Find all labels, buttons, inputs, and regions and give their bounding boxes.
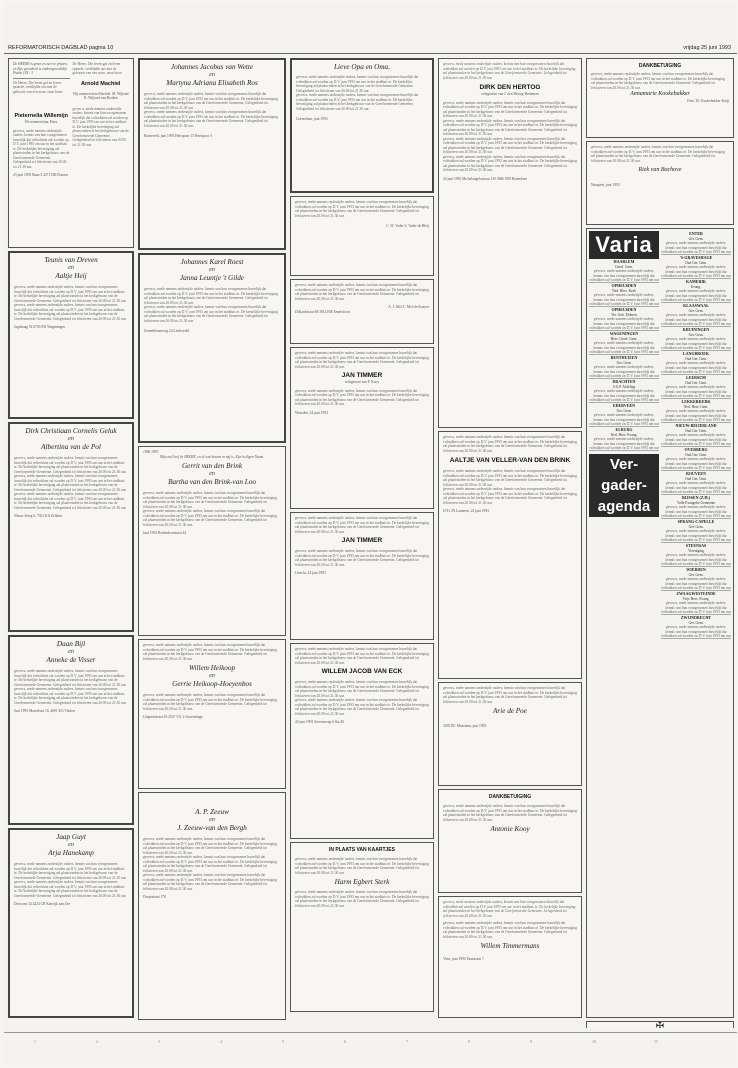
en-label: en bbox=[209, 72, 215, 78]
church-place: OPHEUSDEN bbox=[611, 307, 637, 312]
column-1 bbox=[8, 58, 134, 1028]
column-5 bbox=[586, 58, 734, 1028]
filler-text: geven u, mede namens onderzijde ouders, kennis van hun voorgenomen huwelijk dat voltrokken zal worden op D.V. juni 1993 om uur in het stadhuis te. De kerkelijke bevestiging zal plaatsvinden in het kerkgebouw van de Gereformeerde Gemeente. Gelegenheid tot feliciteren van 20.00 tot 21.30 uur. bbox=[72, 106, 129, 147]
child-name-2: Arnold Machiel bbox=[81, 80, 121, 87]
card-title: IN PLAATS VAN KAARTJES bbox=[329, 847, 395, 853]
notice-body: geven u, mede namens onderzijde ouders, kennis van hun voorgenomen huwelijk dat voltrokken zal worden op D.V. juni 1993 om uur in het stadhuis te. De kerkelijke bevestiging zal plaatsvinden in het kerkgebouw van de Gereformeerde Gemeente. Gelegenheid tot feliciteren van 20.00 tot 21.30 uur. bbox=[14, 303, 127, 321]
notice-body: geven u, mede namens onderzijde ouders, kennis van hun voorgenomen huwelijk dat voltrokken zal worden op D.V. juni 1993 om uur in het stadhuis te. De kerkelijke bevestiging zal plaatsvinden in het kerkgebouw van de Gereformeerde Gemeente. Gelegenheid tot feliciteren van 20.00 tot 21.30 uur. bbox=[14, 880, 127, 898]
notice-address: Juni 1993 Rodendoorstraat 42 bbox=[143, 531, 187, 535]
church-name: Oud Ger. Gem. bbox=[685, 356, 707, 361]
church-place: RIJSSEN (Z.H.) bbox=[682, 495, 710, 500]
notice-body: geven u, mede namens onderzijde ouders, kennis van hun voorgenomen huwelijk dat voltrokken zal worden op D.V. juni 1993 om uur in het stadhuis te. De kerkelijke bevestiging zal plaatsvinden in het kerkgebouw van de Gereformeerde Gemeente. Gelegenheid tot feliciteren van 20.00 tot 21.30 uur. bbox=[14, 456, 127, 474]
birth-notice-1 bbox=[8, 58, 134, 248]
church-list-left bbox=[589, 259, 659, 451]
filler-text: geven u, mede namens onderzijde ouders, kennis van hun voorgenomen huwelijk dat voltrokken zal worden op D.V. juni 1993 om uur in het stadhuis te. De kerkelijke bevestiging zal plaatsvinden in het kerkgebouw van de Gereformeerde Gemeente. Gelegenheid tot feliciteren van 20.00 tot 21.30 uur. bbox=[13, 128, 70, 169]
thanks-title: DANKBETUIGING bbox=[638, 63, 682, 69]
church-place: STEENSAS bbox=[685, 543, 707, 548]
church-name: Ned. Herv. Kerk bbox=[612, 288, 636, 293]
notice-body: geven u, mede namens onderzijde ouders, kennis van hun voorgenomen huwelijk dat voltrokken zal worden op D.V. juni 1993 om uur in het stadhuis te. De kerkelijke bevestiging zal plaatsvinden in het kerkgebouw van de Gereformeerde Gemeente. Gelegenheid tot feliciteren van 20.00 tot 21.30 uur. bbox=[443, 804, 577, 822]
notice-body: geven u, mede namens onderzijde ouders, kennis van hun voorgenomen huwelijk dat voltrokken zal worden op D.V. juni 1993 om uur in het stadhuis te. De kerkelijke bevestiging zal plaatsvinden in het kerkgebouw van de Gereformeerde Gemeente. Gelegenheid tot feliciteren van 20.00 tot 21.30 uur. bbox=[443, 921, 577, 939]
en-label: en bbox=[209, 267, 215, 273]
bride-name: Aaltje Heij bbox=[55, 272, 87, 280]
church-name: Ned. Herv. Evang. bbox=[610, 432, 638, 437]
church-name: S.G.P. Afdeling bbox=[612, 384, 636, 389]
church-entry bbox=[661, 351, 731, 375]
notice-body: geven u, mede namens onderzijde ouders, kennis van hun voorgenomen huwelijk dat voltrokken zal worden op D.V. juni 1993 om uur in het stadhuis te. De kerkelijke bevestiging zal plaatsvinden in het kerkgebouw van de Gereformeerde Gemeente. Gelegenheid tot feliciteren van 20.00 tot 21.30 uur. bbox=[295, 516, 429, 534]
en-label: en bbox=[68, 265, 74, 271]
church-entry bbox=[589, 355, 659, 379]
church-details: geven u, mede namens onderzijde ouders, kennis van hun voorgenomen huwelijk dat voltrokken zal worden op D.V. juni 1993 om uur bbox=[661, 385, 731, 397]
notice-address: 3295 BC Maasdam, juni 1993 bbox=[443, 724, 487, 728]
bride-name: J. Zeeuw-van den Bergh bbox=[177, 824, 247, 832]
death-notice-3 bbox=[290, 643, 434, 839]
church-details: geven u, mede namens onderzijde ouders, kennis van hun voorgenomen huwelijk dat voltrokken zal worden op D.V. juni 1993 om uur bbox=[589, 365, 659, 377]
church-entry bbox=[661, 231, 731, 255]
church-place: WIERDEN bbox=[686, 567, 706, 572]
church-details: geven u, mede namens onderzijde ouders, kennis van hun voorgenomen huwelijk dat voltrokken zal worden op D.V. juni 1993 om uur bbox=[661, 553, 731, 565]
notice-body: geven u, mede namens onderzijde ouders, kennis van hun voorgenomen huwelijk dat voltrokken zal worden op D.V. juni 1993 om uur in het stadhuis te. De kerkelijke bevestiging zal plaatsvinden in het kerkgebouw van de Gereformeerde Gemeente. Gelegenheid tot feliciteren van 20.00 tot 21.30 uur. bbox=[295, 200, 429, 218]
church-place: WAGENINGEN bbox=[609, 331, 639, 336]
church-entry bbox=[661, 567, 731, 591]
deceased-name: Antonie Kooy bbox=[490, 825, 530, 833]
notice-text: De Heere, Die leven gaf en leven spaarde, verblijdde ons met de geboorte van een zoon, onze broer bbox=[13, 80, 63, 94]
church-entry bbox=[661, 423, 731, 447]
footer-mark: 8 bbox=[468, 1039, 470, 1044]
church-place: ZWIJNDRECHT bbox=[680, 615, 712, 620]
church-entry bbox=[661, 591, 731, 615]
anniversary-notice-2 bbox=[138, 639, 286, 789]
church-name: Ger. Gem. bbox=[688, 620, 704, 625]
church-entry bbox=[661, 495, 731, 519]
vergader-banner-1: Ver- bbox=[589, 454, 659, 475]
notice-body: geven u, mede namens onderzijde ouders, kennis van hun voorgenomen huwelijk dat voltrokken zal worden op D.V. juni 1993 om uur in het stadhuis te. De kerkelijke bevestiging zal plaatsvinden in het kerkgebouw van de Gereformeerde Gemeente. Gelegenheid tot feliciteren van 20.00 tot 21.30 uur. bbox=[443, 487, 577, 505]
notice-body: geven u, mede namens onderzijde ouders, kennis van hun voorgenomen huwelijk dat voltrokken zal worden op D.V. juni 1993 om uur in het stadhuis te. De kerkelijke bevestiging zal plaatsvinden in het kerkgebouw van de Gereformeerde Gemeente. Gelegenheid tot feliciteren van 20.00 tot 21.30 uur. bbox=[443, 154, 577, 172]
footer-mark: 7 bbox=[406, 1039, 408, 1044]
notice-body: geven u, mede namens onderzijde ouders, kennis van hun voorgenomen huwelijk dat voltrokken zal worden op D.V. juni 1993 om uur in het stadhuis te. De kerkelijke bevestiging zal plaatsvinden in het kerkgebouw van de Gereformeerde Gemeente. Gelegenheid tot feliciteren van 20.00 tot 21.30 uur. bbox=[443, 100, 577, 118]
church-details: geven u, mede namens onderzijde ouders, kennis van hun voorgenomen huwelijk dat voltrokken zal worden op D.V. juni 1993 om uur bbox=[661, 481, 731, 493]
notice-body: geven u, mede namens onderzijde ouders, kennis van hun voorgenomen huwelijk dat voltrokken zal worden op D.V. juni 1993 om uur in het stadhuis te. De kerkelijke bevestiging zal plaatsvinden in het kerkgebouw van de Gereformeerde Gemeente. Gelegenheid tot feliciteren van 20.00 tot 21.30 uur. bbox=[143, 873, 277, 891]
church-name: Ger. Gem. bbox=[688, 332, 704, 337]
church-details: geven u, mede namens onderzijde ouders, kennis van hun voorgenomen huwelijk dat voltrokken zal worden op D.V. juni 1993 om uur bbox=[589, 317, 659, 329]
thanks-notice-4 bbox=[438, 896, 582, 1018]
bride-name: Gerrie Heikoop-Hoeyenbos bbox=[172, 680, 252, 688]
church-details: geven u, mede namens onderzijde ouders, kennis van hun voorgenomen huwelijk dat voltrokken zal worden op D.V. juni 1993 om uur bbox=[661, 313, 731, 325]
thanks-notice-6 bbox=[586, 141, 734, 225]
notice-body: geven u, mede namens onderzijde ouders, kennis van hun voorgenomen huwelijk dat voltrokken zal worden op D.V. juni 1993 om uur in het stadhuis te. De kerkelijke bevestiging zal plaatsvinden in het kerkgebouw van de Gereformeerde Gemeente. Gelegenheid tot feliciteren van 20.00 tot 21.30 uur. bbox=[295, 388, 429, 406]
church-details: geven u, mede namens onderzijde ouders, kennis van hun voorgenomen huwelijk dat voltrokken zal worden op D.V. juni 1993 om uur bbox=[589, 293, 659, 305]
church-name: Ger. Gem. bbox=[688, 572, 704, 577]
notice-address: Uitgeeststraat 18 2547 VG 's-Gravenhage bbox=[143, 715, 203, 719]
church-details: geven u, mede namens onderzijde ouders, kennis van hun voorgenomen huwelijk dat voltrokken zal worden op D.V. juni 1993 om uur bbox=[661, 601, 731, 613]
notice-body: geven u, mede namens onderzijde ouders, kennis van hun voorgenomen huwelijk dat voltrokken zal worden op D.V. juni 1993 om uur in het stadhuis te. De kerkelijke bevestiging zal plaatsvinden in het kerkgebouw van de Gereformeerde Gemeente. Gelegenheid tot feliciteren van 20.00 tot 21.30 uur. bbox=[14, 862, 127, 880]
notice-body: geven u, mede namens onderzijde ouders, kennis van hun voorgenomen huwelijk dat voltrokken zal worden op D.V. juni 1993 om uur in het stadhuis te. De kerkelijke bevestiging zal plaatsvinden in het kerkgebouw van de Gereformeerde Gemeente. Gelegenheid tot feliciteren van 20.00 tot 21.30 uur. bbox=[443, 435, 577, 453]
notice-body: geven u, mede namens onderzijde ouders, kennis van hun voorgenomen huwelijk dat voltrokken zal worden op D.V. juni 1993 om uur in het stadhuis te. De kerkelijke bevestiging zal plaatsvinden in het kerkgebouw van de Gereformeerde Gemeente. Gelegenheid tot feliciteren van 20.00 tot 21.30 uur. bbox=[295, 890, 429, 908]
groom-name: A. P. Zeeuw bbox=[195, 808, 229, 816]
church-details: geven u, mede namens onderzijde ouders, kennis van hun voorgenomen huwelijk dat voltrokken zal worden op D.V. juni 1993 om uur bbox=[661, 577, 731, 589]
footer-mark: 3 bbox=[158, 1039, 160, 1044]
notice-address: Jagtshaag 54 6700 EN Wageningen bbox=[14, 325, 65, 329]
deceased-name: JAN TIMMER bbox=[341, 372, 383, 379]
church-details: geven u, mede namens onderzijde ouders, kennis van hun voorgenomen huwelijk dat voltrokken zal worden op D.V. juni 1993 om uur bbox=[589, 437, 659, 449]
header-right: vrijdag 25 juni 1993 bbox=[683, 45, 731, 51]
notice-address: Dorpsstraat 178 bbox=[143, 895, 166, 899]
notice-address: Barneveld, juni 1993 Hertspoor 15 Hertspoor 3 bbox=[144, 134, 212, 138]
church-place: LANGBROEK bbox=[682, 351, 709, 356]
church-name: Geref. Gem. bbox=[615, 264, 633, 269]
church-name: Oud Ger. Gem. bbox=[685, 476, 707, 481]
notice-address: Woerden, 24 juni 1993 bbox=[295, 410, 328, 415]
notice-address: 23 juni 1993 Baan 3 4271 HD Dussen bbox=[13, 173, 68, 177]
notice-address: Zonnebloemweg 24 Leiderveld bbox=[144, 329, 190, 333]
church-place: KRUININGEN bbox=[682, 327, 710, 332]
footer-mark: 5 bbox=[282, 1039, 284, 1044]
child-sub: We noemen haar Petra. bbox=[24, 120, 58, 124]
notice-sign: Fam. Th. Kookebakker-Kuijt bbox=[687, 99, 729, 103]
groom-name: Johannes Karel Roest bbox=[180, 258, 244, 266]
groom-name: Daan Bijl bbox=[56, 640, 86, 648]
notice-body: geven u, mede namens onderzijde ouders, kennis van hun voorgenomen huwelijk dat voltrokken zal worden op D.V. juni 1993 om uur in het stadhuis te. De kerkelijke bevestiging zal plaatsvinden in het kerkgebouw van de Gereformeerde Gemeente. Gelegenheid tot feliciteren van 20.00 tot 21.30 uur. bbox=[14, 492, 127, 510]
church-entry bbox=[589, 307, 659, 331]
groom-name: Johannes Jacobus van Wette bbox=[170, 63, 254, 71]
church-details: geven u, mede namens onderzijde ouders, kennis van hun voorgenomen huwelijk dat voltrokken zal worden op D.V. juni 1993 om uur bbox=[661, 289, 731, 301]
groom-name: Teunis van Dreven bbox=[44, 256, 98, 264]
death-notice-2 bbox=[290, 512, 434, 640]
deceased-name: Harm Egbert Sterk bbox=[334, 878, 390, 886]
notice-body: geven u, mede namens onderzijde ouders, kennis van hun voorgenomen huwelijk dat voltrokken zal worden op D.V. juni 1993 om uur in het stadhuis te. De kerkelijke bevestiging zal plaatsvinden in het kerkgebouw van de Gereformeerde Gemeente. Gelegenheid tot feliciteren van 20.00 tot 21.30 uur. bbox=[143, 837, 277, 855]
en-label: en bbox=[68, 842, 74, 848]
church-place: EDERVEEN bbox=[612, 403, 636, 408]
notice-verse: De HEERE is groot en zeer te prijzen, en Zijn grootheid is ondoorgrondelijk. Psalm 145 : 3 bbox=[13, 62, 68, 75]
church-name: Ger. Gem. bbox=[616, 360, 632, 365]
footer-mark: 4 bbox=[220, 1039, 222, 1044]
church-name: Evang. bbox=[690, 284, 702, 289]
notice-body: geven u, mede namens onderzijde ouders, kennis van hun voorgenomen huwelijk dat voltrokken zal worden op D.V. juni 1993 om uur in het stadhuis te. De kerkelijke bevestiging zal plaatsvinden in het kerkgebouw van de Gereformeerde Gemeente. Gelegenheid tot feliciteren van 20.00 tot 21.30 uur. bbox=[143, 693, 277, 711]
notice-text-2: De Heere, Die leven gaf en leven spaarde, verblijdde ons met de geboorte van een zoon, onze broer bbox=[72, 62, 122, 75]
church-name: Volle Evangelie Gemeente bbox=[676, 500, 716, 505]
church-name: Oud Ger. Gem. bbox=[685, 380, 707, 385]
church-name: Ned. Herv. Gem. bbox=[683, 404, 709, 409]
column-2 bbox=[138, 58, 286, 1028]
church-details: geven u, mede namens onderzijde ouders, kennis van hun voorgenomen huwelijk dat voltrokken zal worden op D.V. juni 1993 om uur bbox=[589, 389, 659, 401]
notice-address: Naaspeet, juni 1993 bbox=[591, 183, 620, 187]
bride-name: Martyna Adriana Elisabeth Ros bbox=[166, 79, 258, 87]
card-notice bbox=[290, 842, 434, 1012]
groom-name: Gerrit van den Brink bbox=[181, 462, 243, 470]
bride-name: Arja Hanekamp bbox=[48, 849, 94, 857]
church-place: KLAASWAAL bbox=[683, 303, 709, 308]
column-4 bbox=[438, 58, 582, 1028]
deceased-name: DIRK DEN HERTOG bbox=[479, 84, 541, 91]
church-entry bbox=[661, 519, 731, 543]
newspaper-page bbox=[4, 2, 737, 1066]
church-name: Ger. Gem. bbox=[688, 236, 704, 241]
footer-mark: 2 bbox=[96, 1039, 98, 1044]
church-entry bbox=[589, 259, 659, 283]
notice-body: geven u, mede namens onderzijde ouders, kennis van hun voorgenomen huwelijk dat voltrokken zal worden op D.V. juni 1993 om uur in het stadhuis te. De kerkelijke bevestiging zal plaatsvinden in het kerkgebouw van de Gereformeerde Gemeente. Gelegenheid tot feliciteren van 20.00 tot 21.30 uur. bbox=[443, 136, 577, 154]
notice-body: geven u, mede namens onderzijde ouders, kennis van hun voorgenomen huwelijk dat voltrokken zal worden op D.V. juni 1993 om uur in het stadhuis te. De kerkelijke bevestiging zal plaatsvinden in het kerkgebouw van de Gereformeerde Gemeente. Gelegenheid tot feliciteren van 20.00 tot 21.30 uur. bbox=[14, 285, 127, 303]
church-place: SPRANG-CAPELLE bbox=[677, 519, 715, 524]
church-entry bbox=[661, 279, 731, 303]
anniversary-notice-3 bbox=[138, 792, 286, 1020]
deceased-sub: echtgenoot van F. Kooy bbox=[344, 380, 380, 384]
notice-body: geven u, mede namens onderzijde ouders, kennis van hun voorgenomen huwelijk dat voltrokken zal worden op D.V. juni 1993 om uur in het stadhuis te. De kerkelijke bevestiging zal plaatsvinden in het kerkgebouw van de Gereformeerde Gemeente. Gelegenheid tot feliciteren van 20.00 tot 21.30 uur. bbox=[295, 351, 429, 369]
wedding-notice-2 bbox=[8, 422, 134, 632]
church-place: 'S-GRAVESHAGE bbox=[679, 255, 713, 260]
church-name: Ger. Gem. bbox=[688, 524, 704, 529]
church-details: geven u, mede namens onderzijde ouders, kennis van hun voorgenomen huwelijk dat voltrokken zal worden op D.V. juni 1993 om uur bbox=[661, 625, 731, 637]
church-place: NIEUW-BEIJERLAND bbox=[675, 423, 717, 428]
church-name: Vereniging bbox=[688, 548, 704, 553]
church-details: geven u, mede namens onderzijde ouders, kennis van hun voorgenomen huwelijk dat voltrokken zal worden op D.V. juni 1993 om uur bbox=[589, 341, 659, 353]
deceased-name: AALTJE VAN VELLER-VAN DEN BRINK bbox=[449, 457, 571, 464]
notice-address: Nieuw Steeg 6, 7021 KA Zelhem bbox=[14, 514, 62, 518]
church-entry bbox=[661, 327, 731, 351]
notice-address: 24 juni 1993 Stevensweg 6 flat 40 bbox=[295, 720, 345, 724]
notice-verse: geven u, mede namens onderzijde ouders, kennis van hun voorgenomen huwelijk dat voltrokken zal worden op D.V. juni 1993 om uur in het stadhuis te. De kerkelijke bevestiging zal plaatsvinden in het kerkgebouw van de Gereformeerde Gemeente. Gelegenheid tot feliciteren van 20.00 tot 21.30 uur. bbox=[443, 900, 576, 918]
notice-sign: A. J. Mol C. Mol-de Koeyer bbox=[388, 305, 429, 309]
thanks-notice-5 bbox=[586, 58, 734, 138]
wedding-notice-3 bbox=[8, 635, 134, 825]
church-details: geven u, mede namens onderzijde ouders, kennis van hun voorgenomen huwelijk dat voltrokken zal worden op D.V. juni 1993 om uur bbox=[661, 505, 731, 517]
notice-sign: C. W. Vader S. Vader-de Bleij bbox=[386, 224, 429, 228]
deceased-name: Willem Timmermans bbox=[480, 942, 540, 950]
vergader-banner-3: agenda bbox=[589, 496, 659, 517]
church-details: geven u, mede namens onderzijde ouders, kennis van hun voorgenomen huwelijk dat voltrokken zal worden op D.V. juni 1993 om uur bbox=[589, 413, 659, 425]
notice-body: geven u, mede namens onderzijde ouders, kennis van hun voorgenomen huwelijk dat voltrokken zal worden op D.V. juni 1993 om uur in het stadhuis te. De kerkelijke bevestiging zal plaatsvinden in het kerkgebouw van de Gereformeerde Gemeente. Gelegenheid tot feliciteren van 20.00 tot 21.30 uur. bbox=[295, 698, 429, 716]
en-label: en bbox=[209, 673, 215, 679]
notice-body: geven u, mede namens onderzijde ouders, kennis van hun voorgenomen huwelijk dat voltrokken zal worden op D.V. juni 1993 om uur in het stadhuis te. De kerkelijke bevestiging zal plaatsvinden in het kerkgebouw van de Gereformeerde Gemeente. Gelegenheid tot feliciteren van 20.00 tot 21.30 uur. bbox=[144, 305, 278, 323]
church-entry bbox=[589, 331, 659, 355]
notice-verse: Mijn ziel loof de HEERE, en al wat binnen in mij is, Zijn heiligen Naam. bbox=[159, 454, 265, 459]
church-place: LEKKERKERK bbox=[681, 399, 711, 404]
church-name: Vrije Herv. Evang. bbox=[682, 596, 710, 601]
footer-mark: 10 bbox=[592, 1039, 596, 1044]
thanks-notice-1 bbox=[290, 196, 434, 276]
notice-body: geven u, mede namens onderzijde ouders, kennis van hun voorgenomen huwelijk dat voltrokken zal worden op D.V. juni 1993 om uur in het stadhuis te. De kerkelijke bevestiging zal plaatsvinden in het kerkgebouw van de Gereformeerde Gemeente. Gelegenheid tot feliciteren van 20.00 tot 21.30 uur. bbox=[295, 549, 429, 567]
funeral-ad bbox=[586, 1021, 734, 1028]
notice-body: geven u, mede namens onderzijde ouders, kennis van hun voorgenomen huwelijk dat voltrokken zal worden op D.V. juni 1993 om uur in het stadhuis te. De kerkelijke bevestiging zal plaatsvinden in het kerkgebouw van de Gereformeerde Gemeente. Gelegenheid tot feliciteren van 20.00 tot 21.30 uur. bbox=[295, 680, 429, 698]
church-place: DRACHTEN bbox=[612, 379, 636, 384]
church-entry bbox=[661, 447, 731, 471]
vergader-banner-2: gader- bbox=[589, 475, 659, 496]
notice-body: geven u, mede namens onderzijde ouders, kennis van hun voorgenomen huwelijk dat voltrokken zal worden op D.V. juni 1993 om uur in het stadhuis te. De kerkelijke bevestiging zal plaatsvinden in het kerkgebouw van de Gereformeerde Gemeente. Gelegenheid tot feliciteren van 20.00 tot 21.30 uur. bbox=[443, 118, 577, 136]
church-details: geven u, mede namens onderzijde ouders, kennis van hun voorgenomen huwelijk dat voltrokken zal worden op D.V. juni 1993 om uur bbox=[661, 529, 731, 541]
church-place: OVERBERG bbox=[684, 447, 708, 452]
child-name: Pieternella Willemijn bbox=[14, 113, 68, 119]
church-entry bbox=[589, 283, 659, 307]
wedding-notice-5 bbox=[138, 58, 286, 250]
church-place: KAMERIK bbox=[686, 279, 706, 284]
wedding-notice-4 bbox=[8, 828, 134, 1018]
notice-body: geven u, mede namens onderzijde ouders, kennis van hun voorgenomen huwelijk dat voltrokken zal worden op D.V. juni 1993 om uur in het stadhuis te. De kerkelijke bevestiging zal plaatsvinden in het kerkgebouw van de Gereformeerde Gemeente. Gelegenheid tot feliciteren van 20.00 tot 21.30 uur. bbox=[14, 474, 127, 492]
years: 1968 1993 bbox=[143, 450, 159, 454]
notice-body: geven u, mede namens onderzijde ouders, kennis van hun voorgenomen huwelijk dat voltrokken zal worden op D.V. juni 1993 om uur in het stadhuis te. De kerkelijke bevestiging zal plaatsvinden in het kerkgebouw van de Gereformeerde Gemeente. Gelegenheid tot feliciteren van 20.00 tot 21.30 uur. bbox=[443, 469, 577, 487]
notice-address: Dorscout 34 2224 CB Katwijk aan Zee bbox=[14, 902, 71, 906]
notice-address: Dollardstraat 68 3812 EM Amersfoort bbox=[295, 309, 350, 314]
church-entry bbox=[589, 379, 659, 403]
notice-body: geven u, mede namens onderzijde ouders, kennis van hun voorgenomen huwelijk dat voltrokken zal worden op D.V. juni 1993 om uur in het stadhuis te. De kerkelijke bevestiging zal plaatsvinden in het kerkgebouw van de Gereformeerde Gemeente. Gelegenheid tot feliciteren van 20.00 tot 21.30 uur. bbox=[296, 75, 419, 93]
notice-address: Utrecht, 24 juni 1993 bbox=[295, 571, 326, 575]
notice-body: geven u, mede namens onderzijde ouders, kennis van hun voorgenomen huwelijk dat voltrokken zal worden op D.V. juni 1993 om uur in het stadhuis te. De kerkelijke bevestiging zal plaatsvinden in het kerkgebouw van de Gereformeerde Gemeente. Gelegenheid tot feliciteren van 20.00 tot 21.30 uur. bbox=[14, 687, 127, 705]
notice-body: geven u, mede namens onderzijde ouders, kennis van hun voorgenomen huwelijk dat voltrokken zal worden op D.V. juni 1993 om uur in het stadhuis te. De kerkelijke bevestiging zal plaatsvinden in het kerkgebouw van de Gereformeerde Gemeente. Gelegenheid tot feliciteren van 20.00 tot 21.30 uur. bbox=[295, 647, 429, 665]
notice-body: geven u, mede namens onderzijde ouders, kennis van hun voorgenomen huwelijk dat voltrokken zal worden op D.V. juni 1993 om uur in het stadhuis te. De kerkelijke bevestiging zal plaatsvinden in het kerkgebouw van de Gereformeerde Gemeente. Gelegenheid tot feliciteren van 20.00 tot 21.30 uur. bbox=[143, 855, 277, 873]
notice-address: Gorinchem, juni 1993 bbox=[296, 117, 328, 121]
church-name: Herv. Geref. Gem. bbox=[610, 336, 638, 341]
wedding-notice-6 bbox=[138, 253, 286, 443]
column-3 bbox=[290, 58, 434, 1028]
groom-name: Willem Heikoop bbox=[188, 664, 236, 672]
notice-address: Juni 1993 Moreelsen 16, 4691 KG Tholen bbox=[14, 709, 75, 713]
church-place: HAARLEM bbox=[613, 259, 635, 264]
page-header bbox=[4, 44, 737, 54]
church-place: ROUVEEN bbox=[685, 471, 706, 476]
church-place: ZWAAGWESTEINDE bbox=[676, 591, 716, 596]
groom-name: Jaap Guyt bbox=[56, 833, 86, 841]
notice-body: geven u, mede namens onderzijde ouders, kennis van hun voorgenomen huwelijk dat voltrokken zal worden op D.V. juni 1993 om uur in het stadhuis te. De kerkelijke bevestiging zal plaatsvinden in het kerkgebouw van de Gereformeerde Gemeente. Gelegenheid tot feliciteren van 20.00 tot 21.30 uur. bbox=[144, 92, 278, 110]
deceased-name: Arie de Poe bbox=[493, 707, 527, 715]
bride-name: Anneke de Visser bbox=[46, 656, 96, 664]
church-entry bbox=[661, 471, 731, 495]
thanks-title: DANKBETUIGING bbox=[488, 794, 532, 800]
footer-mark: 6 bbox=[344, 1039, 346, 1044]
thanks-notice-2 bbox=[290, 279, 434, 344]
parents: Wij noemen hem Machiel. M. Wijland N. Wijland-van Reuken bbox=[73, 91, 129, 100]
page-footer bbox=[4, 1032, 737, 1050]
church-entry bbox=[589, 403, 659, 427]
church-place: ENTER bbox=[689, 231, 703, 236]
footer-mark: 11 bbox=[654, 1039, 658, 1044]
greeting-title: Lieve Opa en Oma, bbox=[334, 63, 390, 71]
notice-body: geven u, mede namens onderzijde ouders, kennis van hun voorgenomen huwelijk dat voltrokken zal worden op D.V. juni 1993 om uur in het stadhuis te. De kerkelijke bevestiging zal plaatsvinden in het kerkgebouw van de Gereformeerde Gemeente. Gelegenheid tot feliciteren van 20.00 tot 21.30 uur. bbox=[443, 686, 577, 704]
church-entry bbox=[661, 303, 731, 327]
deceased-name: WILLEM JACOB VAN ECK bbox=[321, 668, 403, 675]
notice-body: geven u, mede namens onderzijde ouders, kennis van hun voorgenomen huwelijk dat voltrokken zal worden op D.V. juni 1993 om uur in het stadhuis te. De kerkelijke bevestiging zal plaatsvinden in het kerkgebouw van de Gereformeerde Gemeente. Gelegenheid tot feliciteren van 20.00 tot 21.30 uur. bbox=[296, 93, 419, 111]
greeting-notice bbox=[290, 58, 434, 193]
church-name: Oud Ger. Gem. bbox=[685, 428, 707, 433]
deceased-sub: echtgenoot van J. den Hertog-Breteman bbox=[481, 92, 539, 96]
wedding-notice-1 bbox=[8, 251, 134, 419]
death-notice-4 bbox=[438, 58, 582, 428]
church-details: geven u, mede namens onderzijde ouders, kennis van hun voorgenomen huwelijk dat voltrokken zal worden op D.V. juni 1993 om uur bbox=[589, 269, 659, 281]
en-label: en bbox=[68, 649, 74, 655]
church-details: geven u, mede namens onderzijde ouders, kennis van hun voorgenomen huwelijk dat voltrokken zal worden op D.V. juni 1993 om uur bbox=[661, 409, 731, 421]
death-notice-1 bbox=[290, 347, 434, 509]
anniversary-notice-1 bbox=[138, 446, 286, 636]
church-name: Ger. Gem. bbox=[616, 408, 632, 413]
notice-body: geven u, mede namens onderzijde ouders, kennis van hun voorgenomen huwelijk dat voltrokken zal worden op D.V. juni 1993 om uur in het stadhuis te. De kerkelijke bevestiging zal plaatsvinden in het kerkgebouw van de Gereformeerde Gemeente. Gelegenheid tot feliciteren van 20.00 tot 21.30 uur. bbox=[295, 857, 429, 875]
church-entry bbox=[661, 375, 731, 399]
church-place: BENTHUIZEN bbox=[610, 355, 638, 360]
church-listing bbox=[586, 228, 734, 1018]
bride-name: Janna Leuntje 't Gilde bbox=[179, 274, 245, 282]
footer-mark: 9 bbox=[530, 1039, 532, 1044]
varia-banner: Varia bbox=[589, 231, 659, 259]
church-entry bbox=[661, 399, 731, 423]
dove-icon: ✠ bbox=[655, 1021, 665, 1028]
notice-body: geven u, mede namens onderzijde ouders, kennis van hun voorgenomen huwelijk dat voltrokken zal worden op D.V. juni 1993 om uur in het stadhuis te. De kerkelijke bevestiging zal plaatsvinden in het kerkgebouw van de Gereformeerde Gemeente. Gelegenheid tot feliciteren van 20.00 tot 21.30 uur. bbox=[295, 283, 429, 301]
church-place: ELBURG bbox=[615, 427, 633, 432]
church-place: LEERSUM bbox=[686, 375, 706, 380]
person-name: Riek van Bochove bbox=[638, 167, 682, 173]
church-entry bbox=[661, 615, 731, 639]
notice-body: geven u, mede namens onderzijde ouders, kennis van hun voorgenomen huwelijk dat voltrokken zal worden op D.V. juni 1993 om uur in het stadhuis te. De kerkelijke bevestiging zal plaatsvinden in het kerkgebouw van de Gereformeerde Gemeente. Gelegenheid tot feliciteren van 20.00 tot 21.30 uur. bbox=[143, 643, 277, 661]
church-left-column bbox=[589, 231, 659, 1015]
bride-name: Bartha van den Brink-van Loo bbox=[168, 478, 256, 486]
notice-address: 24 juni 1993 Michelangelostraat 130 3066 NM Rotterdam bbox=[443, 176, 527, 181]
church-details: geven u, mede namens onderzijde ouders, kennis van hun voorgenomen huwelijk dat voltrokken zal worden op D.V. juni 1993 om uur bbox=[661, 433, 731, 445]
church-name: Oud Ger. Gem. bbox=[685, 260, 707, 265]
church-entry bbox=[661, 543, 731, 567]
church-details: geven u, mede namens onderzijde ouders, kennis van hun voorgenomen huwelijk dat voltrokken zal worden op D.V. juni 1993 om uur bbox=[661, 241, 731, 253]
thanks-notice-3 bbox=[438, 789, 582, 893]
notice-address: 6741 JN Lunteren, 24 juni 1993 bbox=[443, 509, 489, 513]
groom-name: Dirk Christiaan Cornelis Geluk bbox=[25, 427, 117, 435]
notice-address: Veen, juni 1993 Tuinstraat 7 bbox=[443, 957, 484, 961]
death-notice-5 bbox=[438, 431, 582, 679]
church-entry bbox=[661, 255, 731, 279]
church-details: geven u, mede namens onderzijde ouders, kennis van hun voorgenomen huwelijk dat voltrokken zal worden op D.V. juni 1993 om uur bbox=[661, 337, 731, 349]
notice-verse: geven u, mede namens onderzijde ouders, kennis van hun voorgenomen huwelijk dat voltrokken zal worden op D.V. juni 1993 om uur in het stadhuis te. De kerkelijke bevestiging zal plaatsvinden in het kerkgebouw van de Gereformeerde Gemeente. Gelegenheid tot feliciteren van 20.00 tot 21.30 uur. bbox=[443, 62, 576, 80]
deceased-name: JAN TIMMER bbox=[341, 537, 383, 544]
notice-body: geven u, mede namens onderzijde ouders, kennis van hun voorgenomen huwelijk dat voltrokken zal worden op D.V. juni 1993 om uur in het stadhuis te. De kerkelijke bevestiging zal plaatsvinden in het kerkgebouw van de Gereformeerde Gemeente. Gelegenheid tot feliciteren van 20.00 tot 21.30 uur. bbox=[591, 72, 725, 90]
church-entry bbox=[589, 427, 659, 451]
en-label: en bbox=[68, 436, 74, 442]
notice-body: geven u, mede namens onderzijde ouders, kennis van hun voorgenomen huwelijk dat voltrokken zal worden op D.V. juni 1993 om uur in het stadhuis te. De kerkelijke bevestiging zal plaatsvinden in het kerkgebouw van de Gereformeerde Gemeente. Gelegenheid tot feliciteren van 20.00 tot 21.30 uur. bbox=[144, 287, 278, 305]
church-name: Oud Ger. Gem. bbox=[685, 452, 707, 457]
footer-mark: 1 bbox=[34, 1039, 36, 1044]
en-label: en bbox=[209, 817, 215, 823]
person-name: Annamarie Kookebakker bbox=[630, 91, 690, 97]
church-name: Ver. Geb. Elderen bbox=[611, 312, 637, 317]
church-list-right bbox=[661, 231, 731, 1015]
church-details: geven u, mede namens onderzijde ouders, kennis van hun voorgenomen huwelijk dat voltrokken zal worden op D.V. juni 1993 om uur bbox=[661, 457, 731, 469]
notice-body: geven u, mede namens onderzijde ouders, kennis van hun voorgenomen huwelijk dat voltrokken zal worden op D.V. juni 1993 om uur in het stadhuis te. De kerkelijke bevestiging zal plaatsvinden in het kerkgebouw van de Gereformeerde Gemeente. Gelegenheid tot feliciteren van 20.00 tot 21.30 uur. bbox=[143, 491, 277, 509]
church-place: OPHEUSDEN bbox=[611, 283, 637, 288]
notice-body: geven u, mede namens onderzijde ouders, kennis van hun voorgenomen huwelijk dat voltrokken zal worden op D.V. juni 1993 om uur in het stadhuis te. De kerkelijke bevestiging zal plaatsvinden in het kerkgebouw van de Gereformeerde Gemeente. Gelegenheid tot feliciteren van 20.00 tot 21.30 uur. bbox=[14, 669, 127, 687]
notice-body: geven u, mede namens onderzijde ouders, kennis van hun voorgenomen huwelijk dat voltrokken zal worden op D.V. juni 1993 om uur in het stadhuis te. De kerkelijke bevestiging zal plaatsvinden in het kerkgebouw van de Gereformeerde Gemeente. Gelegenheid tot feliciteren van 20.00 tot 21.30 uur. bbox=[144, 110, 278, 128]
notice-body: geven u, mede namens onderzijde ouders, kennis van hun voorgenomen huwelijk dat voltrokken zal worden op D.V. juni 1993 om uur in het stadhuis te. De kerkelijke bevestiging zal plaatsvinden in het kerkgebouw van de Gereformeerde Gemeente. Gelegenheid tot feliciteren van 20.00 tot 21.30 uur. bbox=[591, 145, 725, 163]
bride-name: Albertina van de Pol bbox=[41, 443, 101, 451]
church-name: Ger. Gem. bbox=[688, 308, 704, 313]
death-notice-6 bbox=[438, 682, 582, 786]
header-left: REFORMATORISCH DAGBLAD pagina 10 bbox=[8, 45, 114, 51]
church-details: geven u, mede namens onderzijde ouders, kennis van hun voorgenomen huwelijk dat voltrokken zal worden op D.V. juni 1993 om uur bbox=[661, 265, 731, 277]
church-details: geven u, mede namens onderzijde ouders, kennis van hun voorgenomen huwelijk dat voltrokken zal worden op D.V. juni 1993 om uur bbox=[661, 361, 731, 373]
en-label: en bbox=[209, 471, 215, 477]
notice-body: geven u, mede namens onderzijde ouders, kennis van hun voorgenomen huwelijk dat voltrokken zal worden op D.V. juni 1993 om uur in het stadhuis te. De kerkelijke bevestiging zal plaatsvinden in het kerkgebouw van de Gereformeerde Gemeente. Gelegenheid tot feliciteren van 20.00 tot 21.30 uur. bbox=[143, 509, 277, 527]
